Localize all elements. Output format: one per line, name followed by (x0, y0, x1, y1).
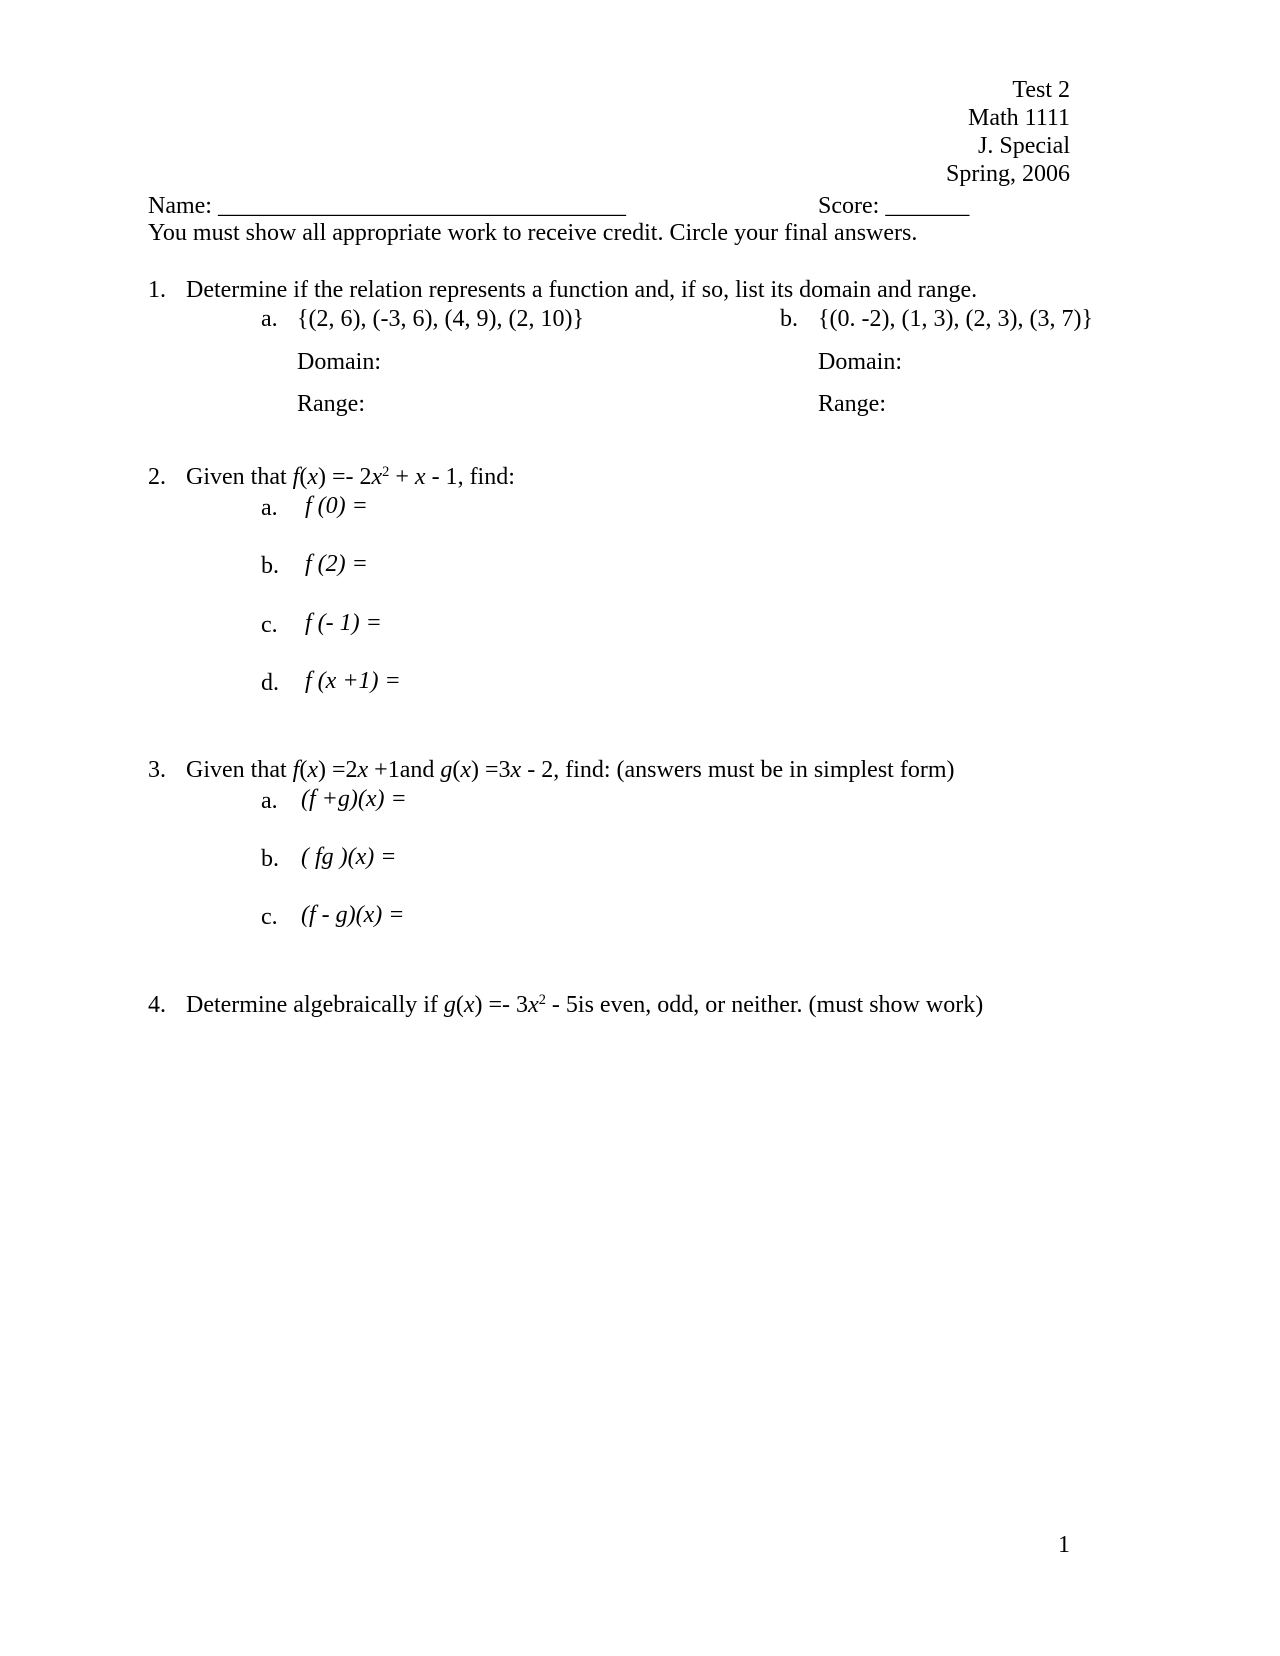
q1-b-range: Range: (818, 391, 886, 417)
q3-a-expr: (f +g)(x) = (301, 786, 407, 812)
page-number: 1 (1058, 1532, 1070, 1558)
score-line: Score: _______ (818, 193, 970, 219)
header-instructor: J. Special (978, 133, 1070, 159)
q2-stem (186, 465, 515, 489)
q2-number: 2. (148, 464, 166, 490)
header-block (946, 76, 1070, 188)
q2-c-expr: f (- 1) = (305, 610, 382, 636)
name-line: Name: __________________________________ (148, 193, 626, 219)
q2-c-label: c. (261, 612, 278, 638)
q2-a-expr: f (0) = (305, 493, 368, 519)
q4-prefix: Determine algebraically if (186, 992, 438, 1018)
q1-text: Determine if the relation represents a function and, if so, list its domain and range. (186, 277, 978, 303)
q3-b-label: b. (261, 846, 279, 872)
header-term: Spring, 2006 (945, 161, 1070, 187)
q3-b-expr: ( fg )(x) = (301, 844, 397, 870)
header-test: Test 2 (1012, 77, 1070, 103)
q3-and: and (399, 757, 435, 783)
q1-a-range: Range: (297, 391, 365, 417)
q2-prefix: Given that (186, 464, 287, 490)
header-course: Math 1111 (968, 105, 1070, 131)
q2-b-label: b. (261, 553, 279, 579)
q2-d-label: d. (261, 670, 279, 696)
q4-stem (186, 993, 983, 1017)
q3-g-expr: g(x) =3x - 2 (440, 757, 554, 783)
q3-suffix: , find: (answers must be in simplest form) (553, 757, 955, 783)
q3-f-expr: f(x) =2x +1 (292, 757, 400, 783)
q1-a-domain: Domain: (297, 349, 381, 375)
q1-a-label: a. (261, 306, 278, 332)
q1-b-set: {(0. -2), (1, 3), (2, 3), (3, 7)} (818, 306, 1093, 332)
q4-g-expr: $g(x) =- 3x^2 - 5$ (443, 992, 578, 1018)
q3-a-label: a. (261, 788, 278, 814)
q1-b-label: b. (780, 306, 798, 332)
q2-b-expr: f (2) = (305, 551, 368, 577)
q2-function-expr: $f(x) =- 2x^2 + x - 1$ (292, 464, 458, 490)
q3-prefix: Given that (186, 757, 287, 783)
q1-number: 1. (148, 277, 166, 303)
q2-a-label: a. (261, 495, 278, 521)
q1-b-domain: Domain: (818, 349, 902, 375)
q3-c-label: c. (261, 904, 278, 930)
instructions: You must show all appropriate work to receive credit. Circle your final answers. (148, 220, 918, 246)
q3-c-expr: (f - g)(x) = (301, 902, 405, 928)
q2-d-expr: f (x +1) = (305, 668, 401, 694)
q4-suffix: is even, odd, or neither. (must show work) (577, 992, 984, 1018)
q4-number: 4. (148, 992, 166, 1018)
q1-a-set: {(2, 6), (-3, 6), (4, 9), (2, 10)} (297, 306, 584, 332)
q2-suffix: , find: (457, 464, 515, 490)
q3-number: 3. (148, 757, 166, 783)
q3-stem (186, 758, 954, 782)
